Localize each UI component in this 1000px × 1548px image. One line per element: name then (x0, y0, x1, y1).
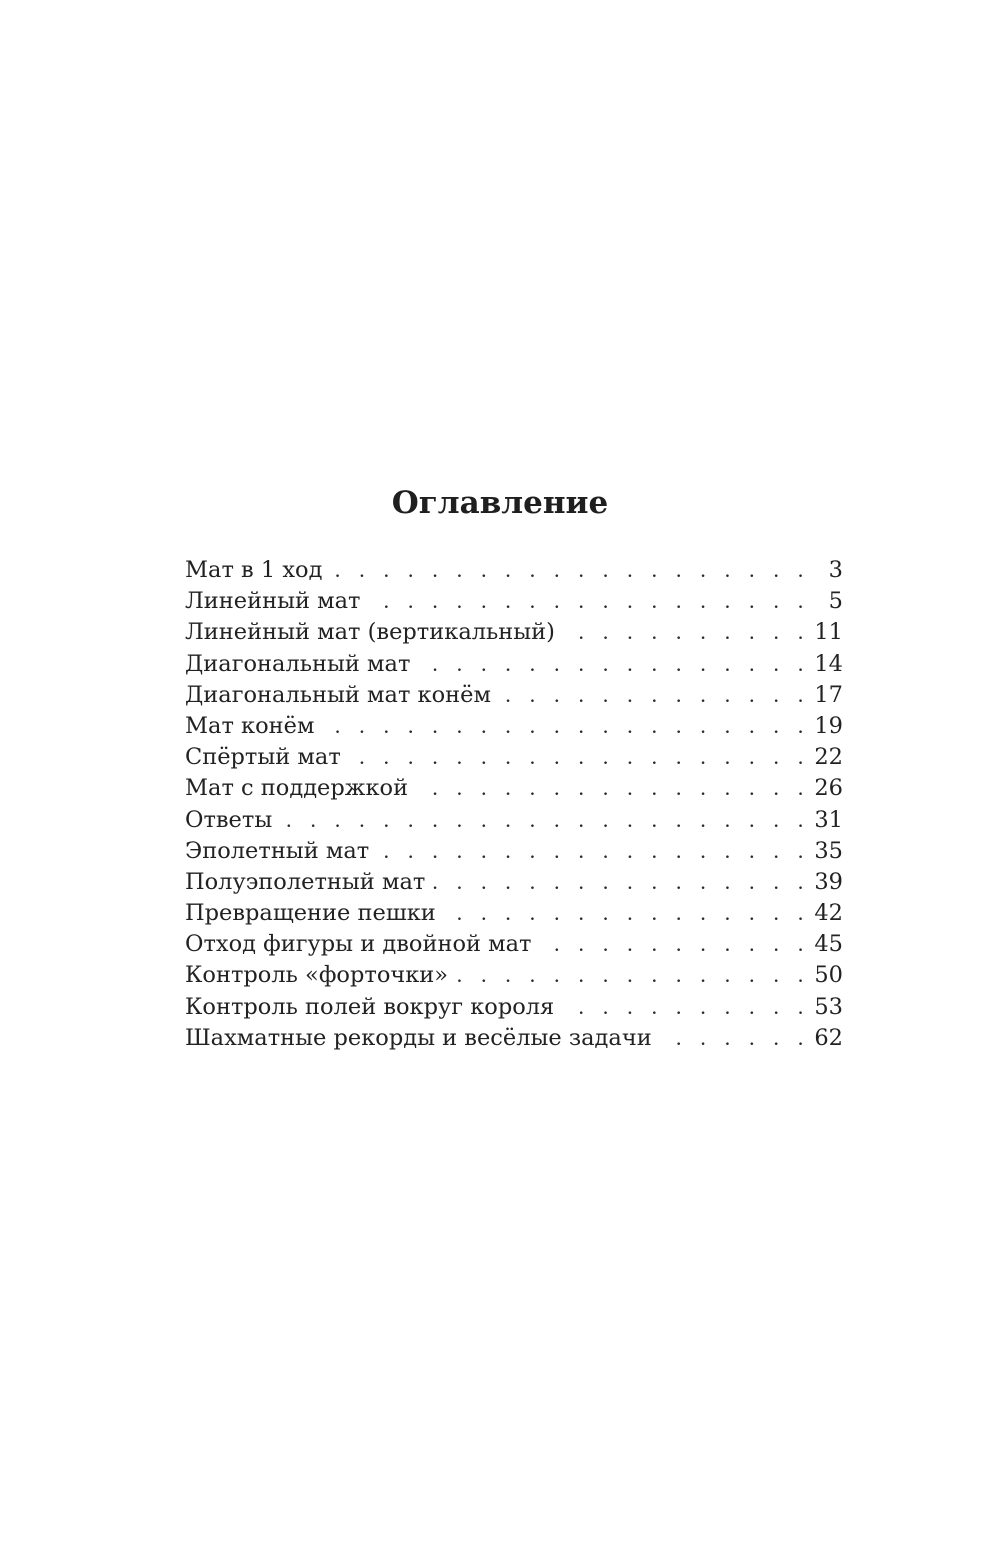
toc-entry (185, 898, 843, 929)
toc-entry (185, 711, 843, 742)
toc-page-number: 35 (803, 836, 843, 867)
toc-entry-title: Мат конём (185, 711, 320, 742)
dot-leader (560, 992, 803, 1023)
toc-entry-title: Эполетный мат (185, 836, 375, 867)
toc-entry (185, 680, 843, 711)
dot-leader (347, 742, 803, 773)
toc-entry (185, 805, 843, 836)
dot-leader (497, 680, 803, 711)
toc-entry (185, 586, 843, 617)
toc-entry (185, 617, 843, 648)
dot-leader (328, 555, 803, 586)
toc-entry (185, 1023, 843, 1054)
toc-page-number: 5 (803, 586, 843, 617)
dot-leader (367, 586, 804, 617)
toc-entry-title: Линейный мат (вертикальный) (185, 617, 561, 648)
dot-leader (278, 805, 803, 836)
toc-entry-title: Ответы (185, 805, 278, 836)
toc-heading: Оглавление (391, 485, 609, 521)
toc-entry-title: Мат в 1 ход (185, 555, 328, 586)
dot-leader (442, 898, 803, 929)
toc-entry-title: Контроль «форточки» (185, 960, 454, 991)
toc-entry-title: Линейный мат (185, 586, 367, 617)
toc-entry-title: Отход фигуры и двойной мат (185, 929, 538, 960)
toc-page-number: 62 (803, 1023, 843, 1054)
toc-entry-title: Диагональный мат (185, 649, 416, 680)
table-of-contents (185, 555, 843, 1054)
toc-entry (185, 867, 843, 898)
toc-entry-title: Полуэполетный мат (185, 867, 431, 898)
toc-entry-title: Шахматные рекорды и весёлые задачи (185, 1023, 658, 1054)
dot-leader (454, 960, 803, 991)
dot-leader (375, 836, 803, 867)
dot-leader (416, 649, 803, 680)
dot-leader (431, 867, 803, 898)
toc-entry-title: Диагональный мат конём (185, 680, 497, 711)
toc-page-number: 53 (803, 992, 843, 1023)
toc-page-number: 3 (803, 555, 843, 586)
toc-page-number: 22 (803, 742, 843, 773)
dot-leader (320, 711, 803, 742)
toc-page-number: 26 (803, 773, 843, 804)
toc-page-number: 39 (803, 867, 843, 898)
toc-entry (185, 992, 843, 1023)
toc-entry (185, 773, 843, 804)
dot-leader (414, 773, 803, 804)
toc-entry (185, 929, 843, 960)
toc-entry (185, 836, 843, 867)
toc-page-number: 19 (803, 711, 843, 742)
toc-entry-title: Мат с поддержкой (185, 773, 414, 804)
toc-entry (185, 555, 843, 586)
dot-leader (658, 1023, 803, 1054)
toc-entry-title: Контроль полей вокруг короля (185, 992, 560, 1023)
toc-page-number: 14 (803, 649, 843, 680)
toc-entry-title: Превращение пешки (185, 898, 442, 929)
toc-entry (185, 960, 843, 991)
toc-page-number: 31 (803, 805, 843, 836)
toc-page-number: 45 (803, 929, 843, 960)
toc-page-number: 50 (803, 960, 843, 991)
toc-entry (185, 649, 843, 680)
toc-page-number: 17 (803, 680, 843, 711)
toc-entry-title: Спёртый мат (185, 742, 347, 773)
dot-leader (561, 617, 803, 648)
toc-entry (185, 742, 843, 773)
dot-leader (538, 929, 804, 960)
toc-page-number: 42 (803, 898, 843, 929)
toc-page-number: 11 (803, 617, 843, 648)
